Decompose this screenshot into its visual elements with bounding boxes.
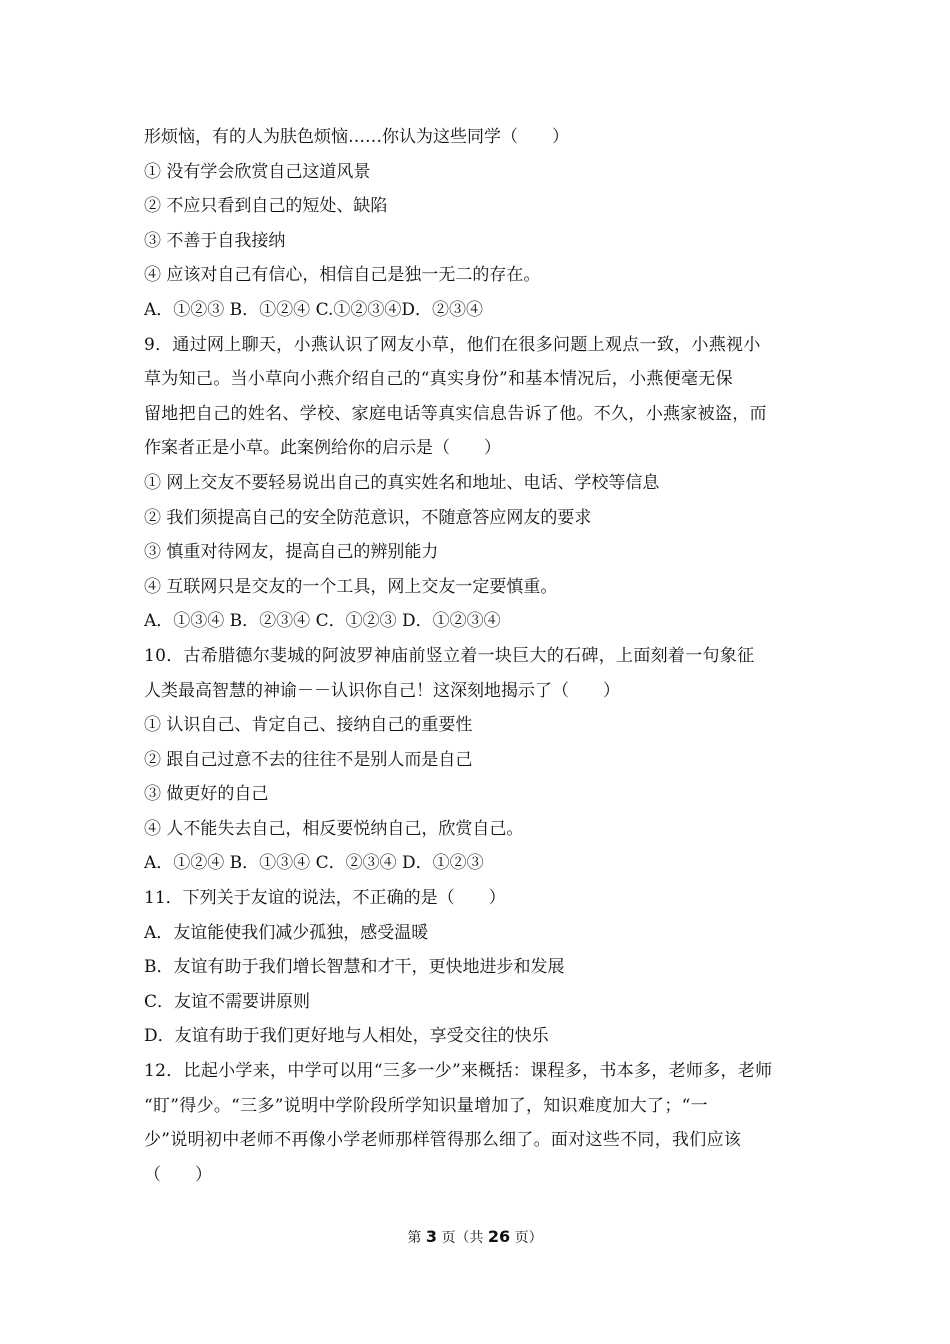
option-statement: ④ 人不能失去自己，相反要悦纳自己，欣赏自己。 [144, 818, 524, 839]
option-statement: ① 没有学会欣赏自己这道风景 [144, 161, 371, 182]
question-11-text: 11．下列关于友谊的说法，不正确的是（ ） [144, 888, 506, 909]
option-statement: ② 我们须提高自己的安全防范意识，不随意答应网友的要求 [144, 507, 592, 528]
answer-choice: A．友谊能使我们减少孤独，感受温暖 [144, 922, 429, 943]
answer-choice: B．友谊有助于我们增长智慧和才干，更快地进步和发展 [144, 957, 565, 978]
option-statement: ① 认识自己、肯定自己、接纳自己的重要性 [144, 715, 473, 736]
question-12-text: 12．比起小学来，中学可以用“三多一少”来概括：课程多，书本多，老师多，老师 [144, 1061, 773, 1082]
question-10-text: 人类最高智慧的神谕－－认识你自己！这深刻地揭示了（ ） [144, 680, 620, 701]
current-page-number: 3 [425, 1227, 437, 1246]
option-statement: ④ 互联网只是交友的一个工具，网上交友一定要慎重。 [144, 576, 558, 597]
footer-middle: 页（共 [441, 1230, 484, 1246]
option-statement: ① 网上交友不要轻易说出自己的真实姓名和地址、电话、学校等信息 [144, 472, 660, 493]
question-12-text: “盯”得少。“三多”说明中学阶段所学知识量增加了，知识难度加大了；“一 [144, 1095, 708, 1116]
footer-suffix: 页） [514, 1230, 543, 1246]
option-statement: ③ 做更好的自己 [144, 784, 269, 805]
question-12-text: （ ） [144, 1164, 212, 1185]
answer-choices: A．①②④ B．①③④ C．②③④ D．①②③ [144, 853, 484, 874]
question-9-text: 作案者正是小草。此案例给你的启示是（ ） [144, 438, 501, 459]
option-statement: ② 跟自己过意不去的往往不是别人而是自己 [144, 749, 473, 770]
question-10-text: 10．古希腊德尔斐城的阿波罗神庙前竖立着一块巨大的石碑，上面刻着一句象征 [144, 645, 755, 666]
total-page-number: 26 [487, 1227, 511, 1246]
text-line: 形烦恼，有的人为肤色烦恼……你认为这些同学（ ） [144, 127, 569, 147]
option-statement: ② 不应只看到自己的短处、缺陷 [144, 196, 388, 217]
page-footer [0, 1227, 950, 1247]
answer-choices: A．①②③ B．①②④ C.①②③④D．②③④ [144, 299, 484, 320]
question-9-text: 留地把自己的姓名、学校、家庭电话等真实信息告诉了他。不久，小燕家被盗，而 [144, 403, 767, 424]
option-statement: ③ 不善于自我接纳 [144, 230, 286, 251]
option-statement: ④ 应该对自己有信心，相信自己是独一无二的存在。 [144, 265, 541, 286]
answer-choices: A．①③④ B．②③④ C．①②③ D．①②③④ [144, 611, 501, 632]
answer-choice: C．友谊不需要讲原则 [144, 991, 311, 1012]
footer-prefix: 第 [407, 1230, 422, 1246]
question-9-text: 9．通过网上聊天，小燕认识了网友小草，他们在很多问题上观点一致，小燕视小 [144, 334, 761, 355]
option-statement: ③ 慎重对待网友，提高自己的辨别能力 [144, 542, 439, 563]
answer-choice: D．友谊有助于我们更好地与人相处，享受交往的快乐 [144, 1026, 549, 1047]
page-body [144, 120, 814, 1192]
question-12-text: 少”说明初中老师不再像小学老师那样管得那么细了。面对这些不同，我们应该 [144, 1130, 742, 1151]
question-9-text: 草为知己。当小草向小燕介绍自己的“真实身份”和基本情况后，小燕便毫无保 [144, 369, 733, 390]
